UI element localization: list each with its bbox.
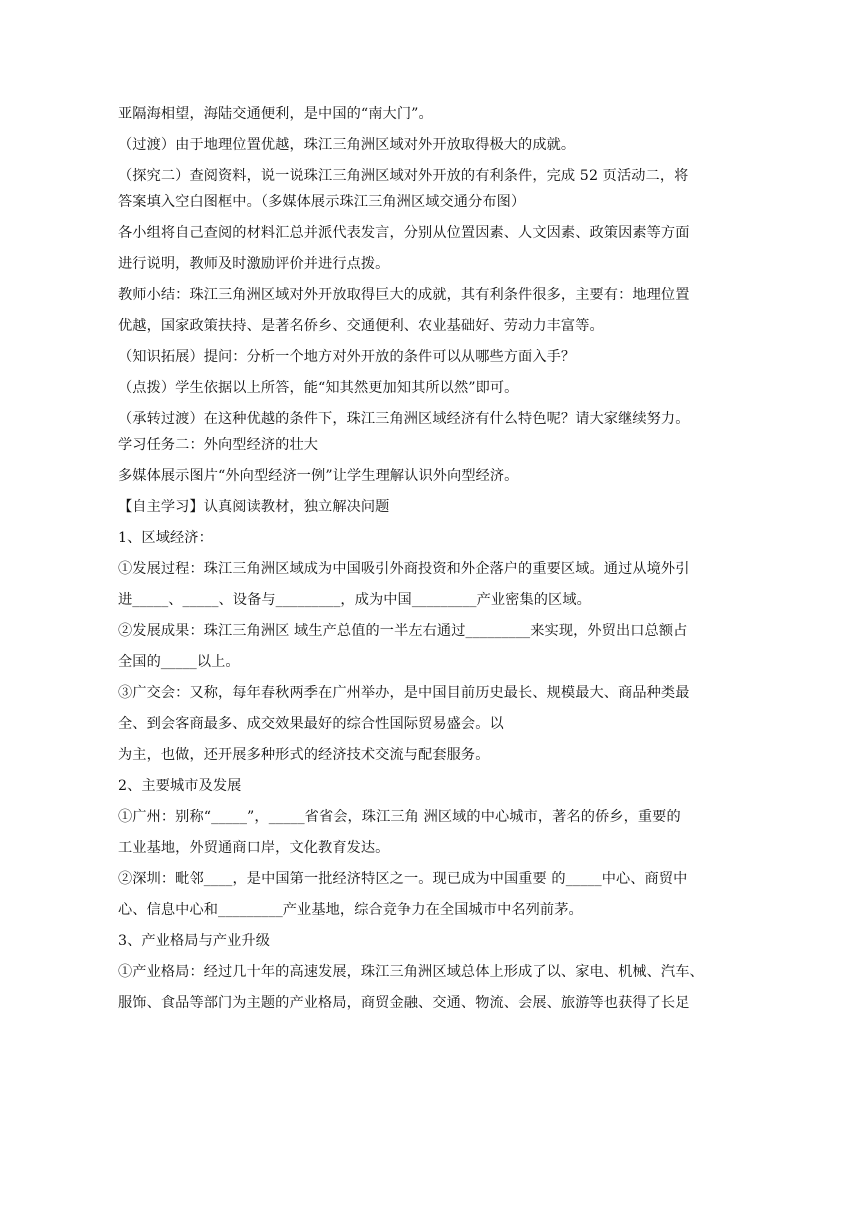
- fill-in-line: 心、信息中心和_________产业基地，综合竞争力在全国城市中名列前茅。: [118, 902, 583, 918]
- document-page: [118, 104, 738, 1013]
- text-line: （过渡）由于地理位置优越，珠江三角洲区域对外开放取得极大的成就。: [118, 137, 576, 153]
- fill-in-line: ②深圳：毗邻____，是中国第一批经济特区之一。现已成为中国重要 的_____中心、商贸中: [118, 871, 688, 887]
- text-line: （点拨）学生依据以上所答，能“知其然更加知其所以然”即可。: [118, 380, 519, 396]
- text-line: 【自主学习】认真阅读教材，独立解决问题: [118, 499, 390, 515]
- subsection-heading: 1、区域经济：: [118, 530, 213, 546]
- text-line: ③广交会：又称，每年春秋两季在广州举办，是中国目前历史最长、规模最大、商品种类最: [118, 685, 690, 701]
- text-line: （探究二）查阅资料，说一说珠江三角洲区域对外开放的有利条件，完成 52 页活动二，将: [118, 168, 689, 184]
- section-heading: 学习任务二：外向型经济的壮大: [118, 437, 319, 453]
- text-line: 各小组将自己查阅的材料汇总并派代表发言，分别从位置因素、人文因素、政策因素等方面: [118, 225, 690, 241]
- subsection-heading: 3、产业格局与产业升级: [118, 933, 271, 949]
- text-line: 为主，也做，还开展多种形式的经济技术交流与配套服务。: [118, 747, 490, 763]
- fill-in-line: ①广州：别称“_____”，_____省省会，珠江三角 洲区域的中心城市，著名的侨乡，重要的: [118, 809, 681, 825]
- fill-in-line: 全国的_____以上。: [118, 654, 240, 670]
- text-line: 服饰、食品等部门为主题的产业格局，商贸金融、交通、物流、会展、旅游等也获得了长足: [118, 995, 690, 1011]
- text-line: ①发展过程：珠江三角洲区域成为中国吸引外商投资和外企落户的重要区域。通过从境外引: [118, 561, 690, 577]
- text-line: （知识拓展）提问：分析一个地方对外开放的条件可以从哪些方面入手？: [118, 349, 576, 365]
- text-line: ①产业格局：经过几十年的高速发展，珠江三角洲区域总体上形成了以、家电、机械、汽车、: [118, 964, 704, 980]
- text-line: 工业基地，外贸通商口岸，文化教育发达。: [118, 840, 390, 856]
- subsection-heading: 2、主要城市及发展: [118, 778, 242, 794]
- text-line: 答案填入空白图框中。（多媒体展示珠江三角洲区域交通分布图）: [118, 194, 526, 210]
- fill-in-line: 进_____、_____、设备与_________，成为中国_________产业密集的区域。: [118, 592, 591, 608]
- text-line: 多媒体展示图片“外向型经济一例”让学生理解认识外向型经济。: [118, 468, 519, 484]
- text-line: 优越，国家政策扶持、是著名侨乡、交通便利、农业基础好、劳动力丰富等。: [118, 318, 604, 334]
- fill-in-line: ②发展成果：珠江三角洲区 域生产总值的一半左右通过_________来实现，外贸出口总额占: [118, 623, 688, 639]
- text-line: 教师小结：珠江三角洲区域对外开放取得巨大的成就，其有利条件很多，主要有：地理位置: [118, 287, 690, 303]
- text-line: 全、到会客商最多、成交效果最好的综合性国际贸易盛会。以: [118, 716, 504, 732]
- text-line: （承转过渡）在这种优越的条件下，珠江三角洲区域经济有什么特色呢？请大家继续努力。: [118, 411, 690, 427]
- text-line: 亚隔海相望，海陆交通便利，是中国的“南大门”。: [118, 106, 433, 122]
- text-line: 进行说明，教师及时激励评价并进行点拨。: [118, 256, 390, 272]
